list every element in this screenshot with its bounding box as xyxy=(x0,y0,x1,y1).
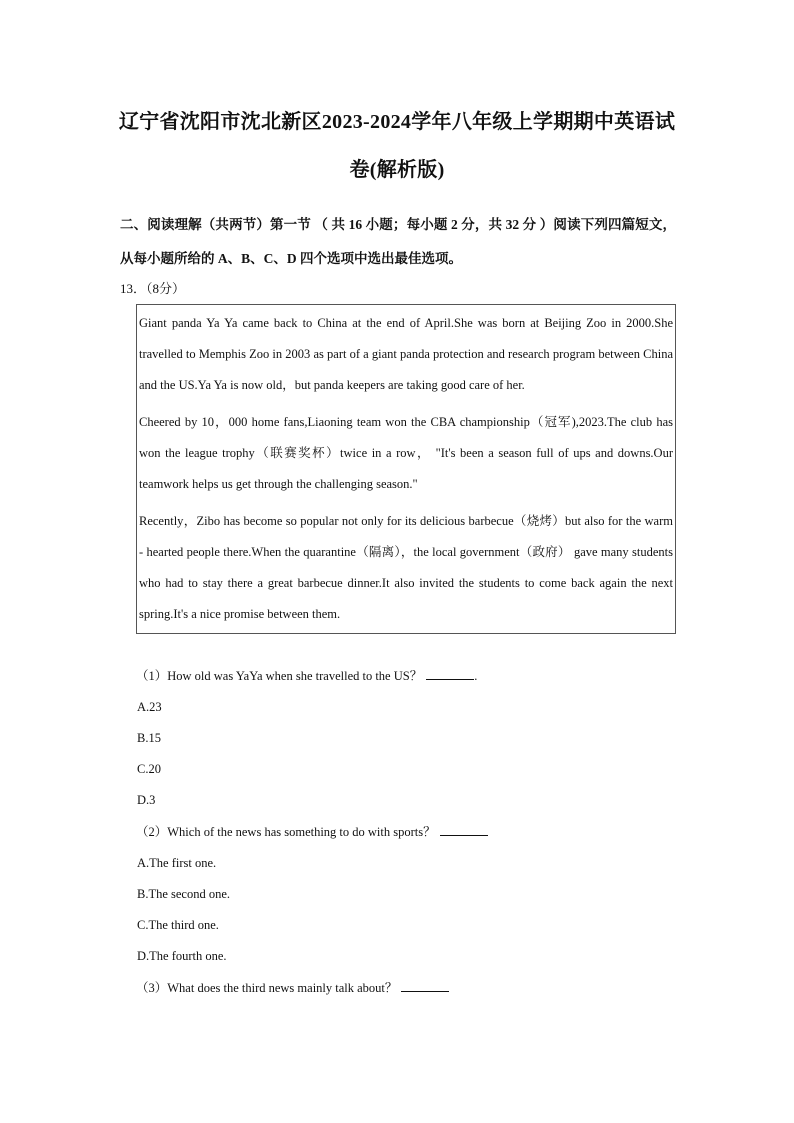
news-3: Recently，Zibo has become so popular not only for its delicious barbecue（烧烤）but also for the warm - hearted people there.When the quarantine（隔离），the local government（政府） gave many students who had to stay there a great barbecue dinner.It also invited the students to come back again the next spring.It's a nice promise between them. xyxy=(139,514,673,621)
news-row xyxy=(137,305,676,405)
question-2 xyxy=(136,822,488,842)
title-line-1: 辽宁省沈阳市沈北新区2023-2024学年八年级上学期期中英语试 xyxy=(118,111,676,133)
news-2: Cheered by 10，000 home fans,Liaoning team won the CBA championship（冠军),2023.The club has won the league trophy（联赛奖杯）twice in a row， "It's been a season full of ups and downs.Our teamwork helps us get through the challenging season." xyxy=(139,415,673,491)
question-number: 13．（8分） xyxy=(120,281,186,296)
answer-blank-3[interactable] xyxy=(401,978,449,992)
answer-blank-2[interactable] xyxy=(440,822,488,836)
q2-option-c: C.The third one. xyxy=(137,918,219,932)
q1-option-b: B.15 xyxy=(137,731,161,745)
q1-option-d: D.3 xyxy=(137,793,156,807)
q1-option-a: A.23 xyxy=(137,700,162,714)
question-1: （1）How old was YaYa when she travelled to the US？ . xyxy=(136,666,477,686)
news-table xyxy=(136,304,676,634)
page-title xyxy=(100,98,694,194)
q2-option-b: B.The second one. xyxy=(137,887,231,901)
news-1: Giant panda Ya Ya came back to China at the end of April.She was born at Beijing Zoo in 2000.She travelled to Memphis Zoo in 2003 as part of a giant panda protection and research program between China and the US.Ya Ya is now old，but panda keepers are taking good care of her. xyxy=(139,316,673,392)
question-3-stem: （3）What does the third news mainly talk about？ xyxy=(136,981,398,995)
answer-blank-1[interactable] xyxy=(426,666,474,680)
news-row xyxy=(137,503,676,634)
q2-option-d: D.The fourth one. xyxy=(137,949,227,963)
title-line-2: 卷(解析版) xyxy=(349,159,445,181)
question-1-stem: （1）How old was YaYa when she travelled to the US？ xyxy=(136,669,423,683)
q1-option-c: C.20 xyxy=(137,762,161,776)
section-header: 二、阅读理解（共两节）第一节 （ 共 16 小题；每小题 2 分，共 32 分 ）阅读下列四篇短文，从每小题所给的 A、B、C、D 四个选项中选出最佳选项。 xyxy=(120,217,676,266)
question-2-stem: （2）Which of the news has something to do with sports？ xyxy=(136,825,436,839)
q2-option-a: A.The first one. xyxy=(137,856,217,870)
question-3 xyxy=(136,978,449,998)
news-row xyxy=(137,404,676,503)
